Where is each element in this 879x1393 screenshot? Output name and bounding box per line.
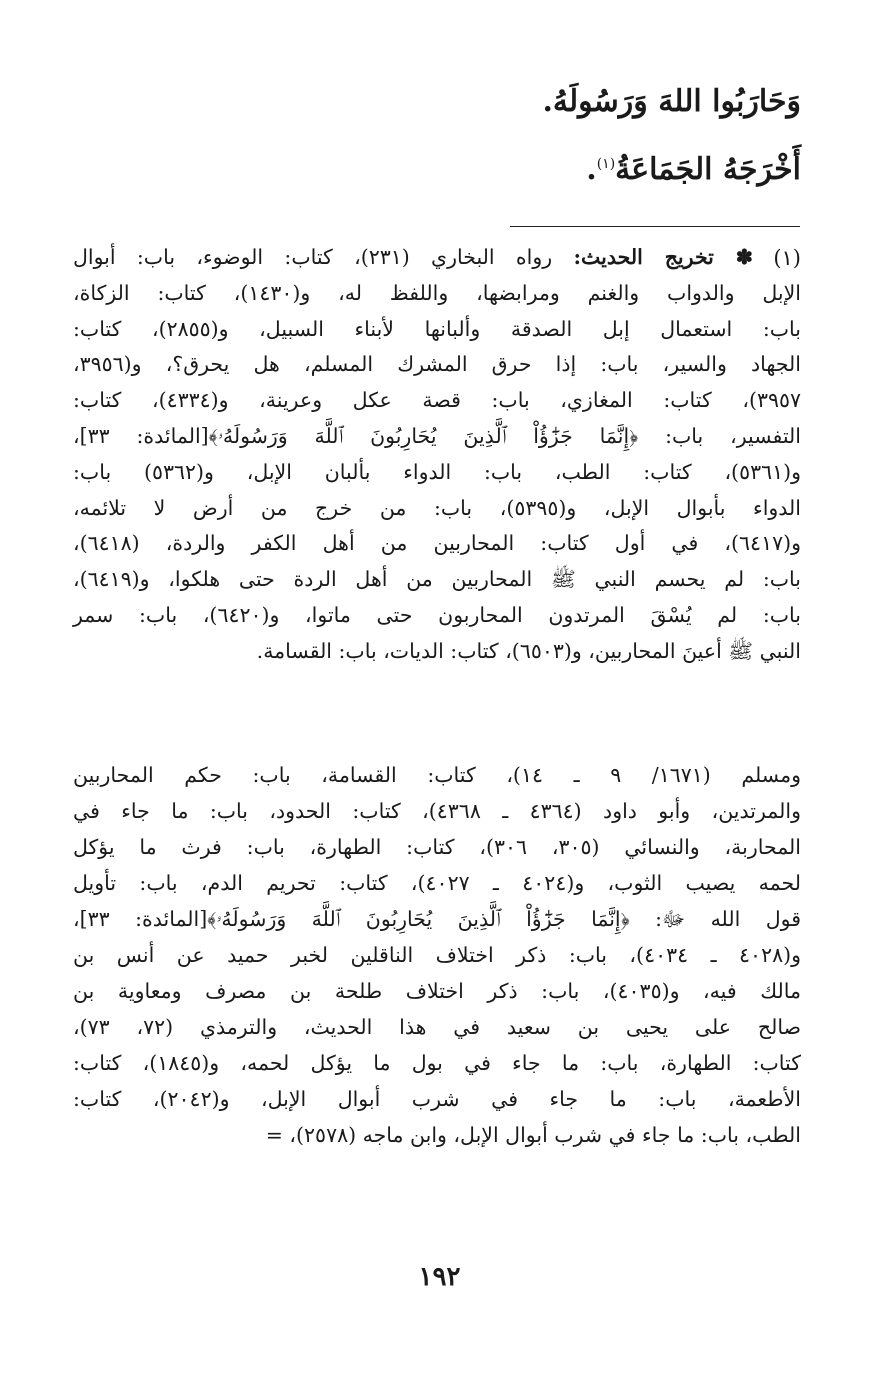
footnote-line: ٣٩٥٧)، كتاب: المغازي، باب: قصة عكل وعرينة، و(٤٣٣٤)، كتاب: [73,388,801,413]
footnote-line [73,240,753,276]
hadith-text-line-2 [81,144,801,190]
footnote-line: كتاب: الطهارة، باب: ما جاء في بول ما يؤكل لحمه، و(١٨٤٥)، كتاب: [73,1051,802,1075]
footnote-line-text: رواه البخاري (٢٣١)، كتاب: الوضوء، باب: أبوال [73,245,553,269]
footnote-line: و(٤٠٢٨ ـ ٤٠٣٤)، باب: ذكر اختلاف الناقلين لخبر حميد عن أنس بن [73,943,801,967]
footnote-line: باب: لم يحسم النبي ﷺ المحاربين من أهل الردة حتى هلكوا، و(٦٤١٩)، [73,567,801,592]
footnote-line: الدواء بأبوال الإبل، و(٥٣٩٥)، باب: من خرج من أرض لا تلائمه، [73,495,801,520]
footnote-line: الجهاد والسير، باب: إذا حرق المشرك المسلم، هل يحرق؟، و(٣٩٥٦، [73,352,801,377]
hadith-text-line-1: وَحَارَبُوا اللهَ وَرَسُولَهُ. [542,84,801,119]
footnote-line: باب: استعمال إبل الصدقة وألبانها لأبناء السبيل، و(٢٨٥٥)، كتاب: [73,316,801,341]
footnote-line: و(٥٣٦١)، كتاب: الطب، باب: الدواء بألبان الإبل، و(٥٣٦٢) باب: [73,459,802,484]
footnote-line: الطب، باب: ما جاء في شرب أبوال الإبل، وابن ماجه (٢٥٧٨)، = [265,1123,801,1147]
footnote-line: و(٦٤١٧)، في أول كتاب: المحاربين من أهل الكفر والردة، (٦٤١٨)، [73,531,801,556]
hadith-attribution: أَخْرَجَهُ الجَمَاعَةُ [615,152,801,187]
footnote-line: لحمه يصيب الثوب، و(٤٠٢٤ ـ ٤٠٢٧)، كتاب: تحريم الدم، باب: تأويل [73,871,801,895]
footnote-line: ومسلم (١٦٧١/ ٩ ـ ١٤)، كتاب: القسامة، باب: حكم المحاربين [73,763,801,787]
footnote-line: الإبل والدواب والغنم ومرابضها، واللفظ له، و(١٤٣٠)، كتاب: الزكاة، [73,280,801,305]
footnote-paragraph-1 [73,240,802,670]
footnote-line: مالك فيه، و(٤٠٣٥)، باب: ذكر اختلاف طلحة بن مصرف ومعاوية بن [73,979,801,1003]
footnote-label: ✽ تخريج الحديث: [573,245,753,269]
footnote-separator [510,226,800,227]
page-number: ١٩٢ [418,1262,461,1292]
footnote-line: الأطعمة، باب: ما جاء في شرب أبوال الإبل، و(٢٠٤٢)، كتاب: [73,1087,802,1111]
footnote-line: والمرتدين، وأبو داود (٤٣٦٤ ـ ٤٣٦٨)، كتاب: الحدود، باب: ما جاء في [73,799,801,823]
footnote-number: (١) [773,246,801,270]
footnote-line: التفسير، باب: ﴿إِنَّمَا جَزَٰٓؤُاْ ٱلَّذِينَ يُحَارِبُونَ ٱللَّهَ وَرَسُولَهُۥ﴾[المائدة: ٣٣]، [73,423,801,448]
footnote-line: باب: لم يُسْقَ المرتدون المحاربون حتى ماتوا، و(٦٤٢٠)، باب: سمر [73,602,801,627]
footnote-line: النبي ﷺ أعينَ المحاربين، و(٦٥٠٣)، كتاب: الديات، باب: القسامة. [256,638,801,663]
footnote-line: قول الله ﷻ: ﴿إِنَّمَا جَزَٰٓؤُاْ ٱلَّذِينَ يُحَارِبُونَ ٱللَّهَ وَرَسُولَهُۥ﴾[المائدة: ٣٣]، [73,907,801,931]
hadith-end-mark: . [586,152,597,187]
footnote-reference: (١) [596,156,616,172]
footnote-paragraph-2 [73,757,801,1153]
footnote-line: صالح على يحيى بن سعيد في هذا الحديث، والترمذي (٧٢، ٧٣)، [73,1015,801,1039]
footnote-line: المحاربة، والنسائي (٣٠٥، ٣٠٦)، كتاب: الطهارة، باب: فرث ما يؤكل [73,835,801,859]
